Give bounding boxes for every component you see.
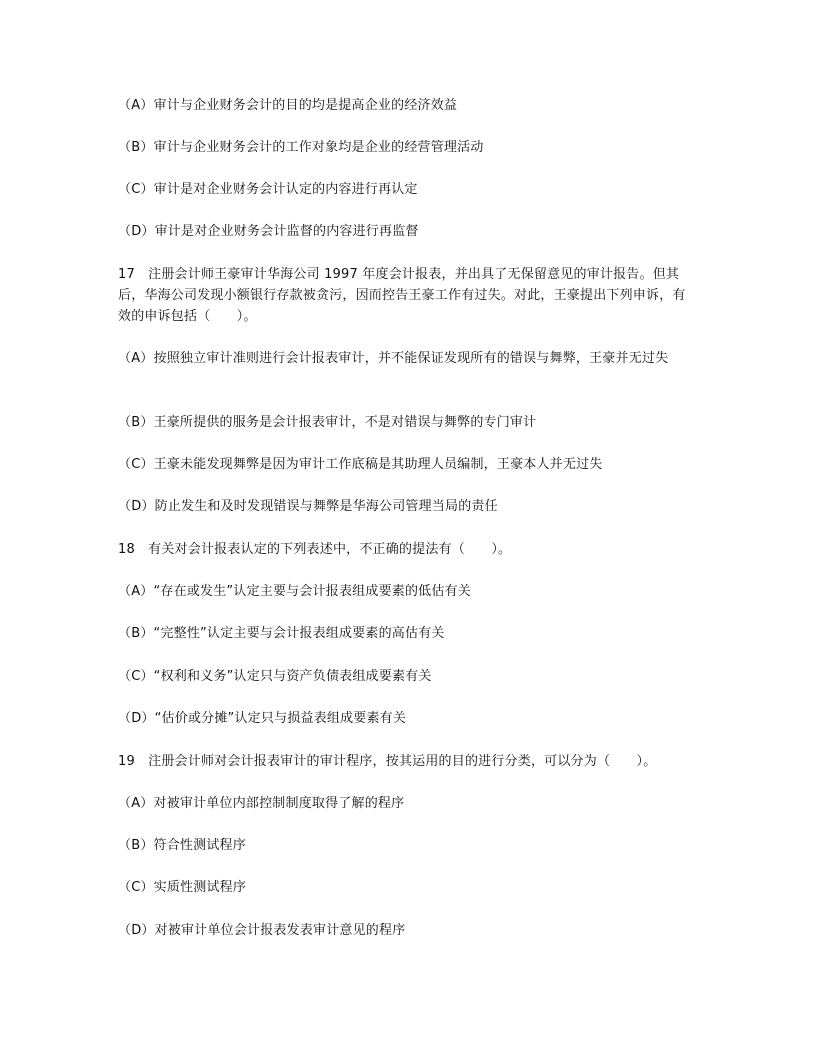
line-q17-stem: 17 注册会计师王豪审计华海公司 1997 年度会计报表，并出具了无保留意见的审计报告。但其后，华海公司发现小额银行存款被贪污，因而控告王豪工作有过失。对此，王豪提出下列申诉，有效的申诉包括（ ）。 (118, 267, 686, 324)
line-q18-option-b: （B）“完整性”认定主要与会计报表组成要素的高估有关 (118, 626, 445, 641)
line-q19-option-a: （A）对被审计单位内部控制制度取得了解的程序 (118, 796, 405, 811)
line-q18-option-a: （A）“存在或发生”认定主要与会计报表组成要素的低估有关 (118, 584, 471, 599)
line-q17-option-d: （D）防止发生和及时发现错误与舞弊是华海公司管理当局的责任 (118, 499, 498, 514)
line-q19-option-b: （B）符合性测试程序 (118, 838, 246, 853)
line-q16-option-c: （C）审计是对企业财务会计认定的内容进行再认定 (118, 182, 418, 197)
line-q16-option-d: （D）审计是对企业财务会计监督的内容进行再监督 (118, 224, 419, 239)
line-q18-stem: 18 有关对会计报表认定的下列表述中，不正确的提法有（ ）。 (118, 542, 512, 557)
line-q19-option-c: （C）实质性测试程序 (118, 880, 247, 895)
line-q17-option-b: （B）王豪所提供的服务是会计报表审计，不是对错误与舞弊的专门审计 (118, 415, 537, 430)
line-q18-option-c: （C）“权利和义务”认定只与资产负债表组成要素有关 (118, 669, 432, 684)
line-q19-option-d: （D）对被审计单位会计报表发表审计意见的程序 (118, 923, 406, 938)
line-q16-option-b: （B）审计与企业财务会计的工作对象均是企业的经营管理活动 (118, 140, 484, 155)
line-q19-stem: 19 注册会计师对会计报表审计的审计程序，按其运用的目的进行分类，可以分为（ ）。 (118, 754, 657, 769)
line-q17-option-a: （A）按照独立审计准则进行会计报表审计，并不能保证发现所有的错误与舞弊，王豪并无过失 (118, 351, 669, 366)
line-q18-option-d: （D）“估价或分摊”认定只与损益表组成要素有关 (118, 711, 407, 726)
line-q16-option-a: （A）审计与企业财务会计的目的均是提高企业的经济效益 (118, 98, 458, 113)
line-q17-option-c: （C）王豪未能发现舞弊是因为审计工作底稿是其助理人员编制，王豪本人并无过失 (118, 457, 603, 472)
